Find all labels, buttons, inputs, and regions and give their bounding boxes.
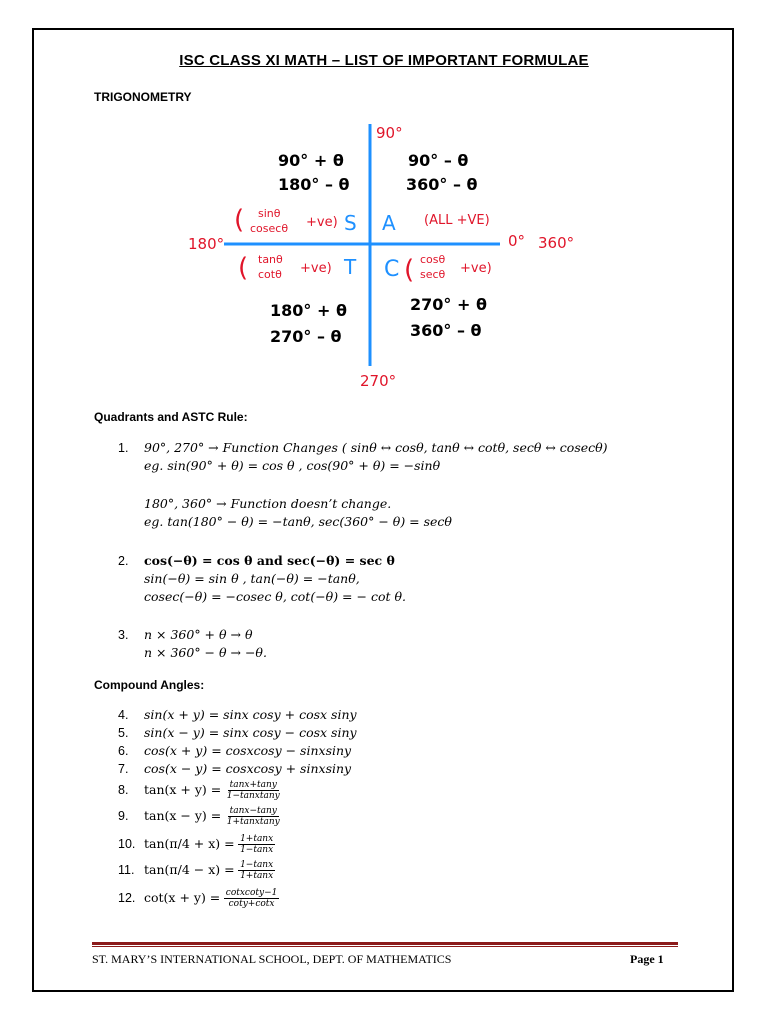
denominator: 1−tanx: [240, 845, 274, 855]
s-letter: S: [344, 211, 357, 235]
formula-number: 10.: [118, 836, 136, 851]
rule-3-line-1: [118, 627, 252, 642]
c-fn-2: secθ: [420, 268, 446, 281]
q1-angle-1: 90° – θ: [408, 151, 469, 170]
formula-number: 7.: [118, 762, 129, 776]
formula-6: [118, 743, 351, 758]
q2-angle-2: 180° – θ: [278, 175, 350, 194]
formula-text: cos(x + y) = cosxcosy − sinxsiny: [144, 743, 352, 758]
numerator: 1−tanx: [240, 860, 274, 870]
numerator: tanx−tany: [229, 806, 277, 816]
formula-lhs: cot(x + y) =: [144, 889, 221, 905]
formula-5: [118, 725, 357, 740]
fraction: [224, 888, 280, 909]
section-heading-quadrants: Quadrants and ASTC Rule:: [94, 410, 248, 424]
c-sign: +ve): [460, 261, 492, 276]
axis-label-bottom: 270°: [360, 372, 397, 390]
q2-angle-1: 90° + θ: [278, 151, 344, 170]
rule-1-line-2: [144, 458, 440, 473]
rule-3-line-2: [144, 645, 267, 660]
s-fn-1: sinθ: [258, 207, 281, 220]
formula-12: [118, 888, 279, 909]
numerator: 1+tanx: [240, 834, 274, 844]
footer-school-name: ST. MARY’S INTERNATIONAL SCHOOL, DEPT. OF MATHEMATICS: [92, 952, 452, 966]
footer-rule: [92, 942, 678, 945]
q1-angle-2: 360° – θ: [406, 175, 478, 194]
rule-text: 180°, 360° → Function doesn’t change.: [144, 496, 392, 511]
fraction: [225, 806, 282, 827]
rule-text: cosec(−θ) = −cosec θ, cot(−θ) = − cot θ.: [144, 589, 406, 604]
axis-label-left: 180°: [188, 235, 225, 253]
s-sign: +ve): [306, 215, 338, 230]
rule-2-line-2: [144, 571, 360, 586]
formula-number: 8.: [118, 782, 129, 797]
formula-lhs: tan(π/4 + x) =: [144, 835, 235, 851]
formula-9: [118, 806, 282, 827]
c-letter: C: [384, 257, 400, 282]
rule-number: 1.: [118, 441, 129, 455]
page-title: ISC CLASS XI MATH – LIST OF IMPORTANT FORMULAE: [179, 52, 589, 69]
formula-number: 4.: [118, 708, 129, 722]
fraction: [225, 780, 282, 801]
t-fn-1: tanθ: [258, 253, 283, 266]
formula-number: 12.: [118, 890, 136, 905]
formula-text: sin(x − y) = sinx cosy − cosx siny: [144, 725, 357, 740]
s-fn-2: cosecθ: [250, 222, 289, 235]
footer-page-number: Page 1: [630, 952, 664, 966]
fraction: [238, 860, 275, 881]
rule-number: 3.: [118, 628, 129, 642]
formula-text: cos(x − y) = cosxcosy + sinxsiny: [144, 761, 352, 776]
rule-example: eg. sin(90° + θ) = cos θ , cos(90° + θ) = −sinθ: [144, 458, 441, 473]
q4-angle-2: 360° – θ: [410, 321, 482, 340]
denominator: coty+cotx: [228, 899, 275, 909]
rule-1b-line-2: [144, 514, 452, 529]
denominator: 1−tanxtany: [226, 791, 280, 801]
axis-label-top: 90°: [376, 124, 403, 142]
formula-10: [118, 834, 275, 855]
formula-lhs: tan(x + y) =: [144, 781, 222, 797]
axis-label-right-0: 0°: [508, 232, 526, 250]
c-open-paren: (: [404, 255, 415, 285]
formula-number: 6.: [118, 744, 129, 758]
q3-angle-1: 180° + θ: [270, 301, 347, 320]
formula-text: sin(x + y) = sinx cosy + cosx siny: [144, 707, 357, 722]
rule-number: 2.: [118, 554, 129, 568]
axis-label-right-360: 360°: [538, 234, 575, 252]
numerator: tanx+tany: [229, 780, 277, 790]
fraction: [238, 834, 275, 855]
section-heading-compound: Compound Angles:: [94, 678, 205, 692]
denominator: 1+tanxtany: [226, 817, 280, 827]
rule-text: cos(−θ) = cos θ and sec(−θ) = sec θ: [144, 553, 395, 568]
section-heading-trigonometry: TRIGONOMETRY: [94, 90, 192, 104]
rule-text: sin(−θ) = sin θ , tan(−θ) = −tanθ,: [144, 571, 360, 586]
rule-2-line-3: [144, 589, 406, 604]
q3-angle-2: 270° – θ: [270, 327, 342, 346]
formula-4: [118, 707, 357, 722]
formula-7: [118, 761, 351, 776]
c-fn-1: cosθ: [420, 253, 446, 266]
t-sign: +ve): [300, 261, 332, 276]
t-letter: T: [344, 255, 357, 279]
footer-rule-thin: [92, 946, 678, 947]
q4-angle-1: 270° + θ: [410, 295, 487, 314]
formula-number: 5.: [118, 726, 129, 740]
rule-2-line-1: [118, 553, 395, 568]
formula-number: 9.: [118, 808, 129, 823]
formula-number: 11.: [118, 862, 135, 877]
formula-8: [118, 780, 282, 801]
t-fn-2: cotθ: [258, 268, 282, 281]
rule-text: n × 360° + θ → θ: [144, 627, 253, 642]
s-open-paren: (: [234, 205, 245, 235]
numerator: cotxcoty−1: [225, 888, 278, 898]
rule-1b-line-1: [144, 496, 391, 511]
denominator: 1+tanx: [240, 871, 274, 881]
t-open-paren: (: [238, 253, 249, 283]
a-text: (ALL +VE): [424, 213, 490, 228]
rule-example: eg. tan(180° − θ) = −tanθ, sec(360° − θ) = secθ: [144, 514, 452, 529]
rule-1-line-1: [118, 440, 608, 455]
rule-text: 90°, 270° → Function Changes ( sinθ ↔ cosθ, tanθ ↔ cotθ, secθ ↔ cosecθ): [144, 440, 608, 455]
a-letter: A: [382, 211, 396, 235]
rule-text: n × 360° − θ → −θ.: [144, 645, 267, 660]
formula-11: [118, 860, 275, 881]
formula-lhs: tan(x − y) =: [144, 807, 222, 823]
formula-lhs: tan(π/4 − x) =: [144, 861, 235, 877]
astc-diagram: [180, 118, 600, 394]
